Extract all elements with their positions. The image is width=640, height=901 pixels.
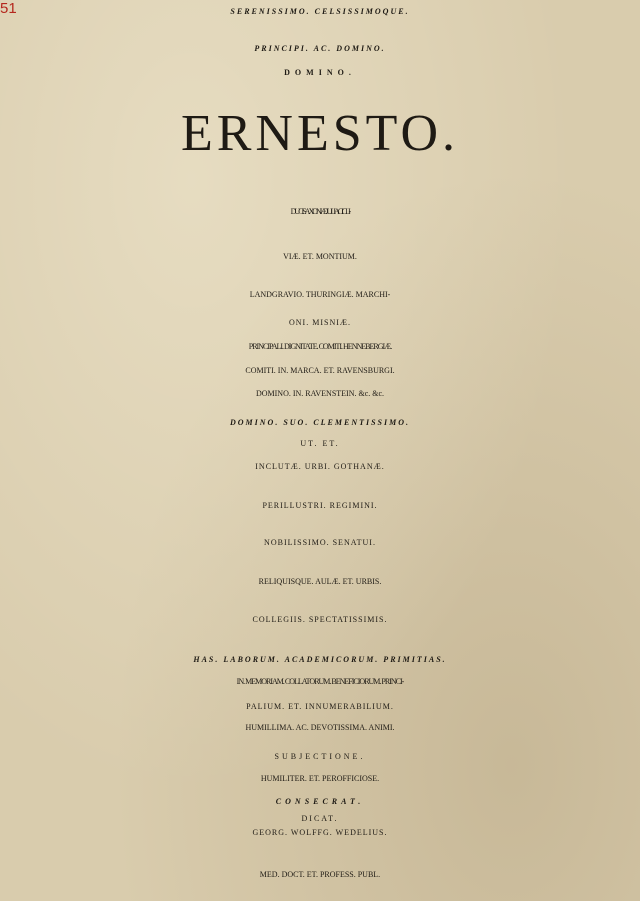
line-principali: PRINCIPALI. DIGNITATE. COMITI. HENNEBERGIÆ. xyxy=(248,342,392,351)
line-humiliter: HUMILITER. ET. PEROFFICIOSE. xyxy=(260,774,380,783)
line-palium: PALIUM. ET. INNUMERABILIUM. xyxy=(246,702,394,711)
line-ravenstein: DOMINO. IN. RAVENSTEIN. &c. &c. xyxy=(255,389,385,398)
line-duci-saxoniae: DUCI. SAXONIÆ. JULIACI. CLI- xyxy=(290,207,350,216)
line-domino-suo: DOMINO. SUO. CLEMENTISSIMO. xyxy=(229,418,411,427)
line-domino-1: DOMINO. xyxy=(284,68,356,77)
page-number-mark: 51 xyxy=(0,0,17,17)
line-principi: PRINCIPI. AC. DOMINO. xyxy=(254,44,386,53)
line-viae-montium: VIÆ. ET. MONTIUM. xyxy=(283,252,357,261)
line-oni-misniae: ONI. MISNIÆ. xyxy=(289,318,351,327)
line-serenissimo: SERENISSIMO. CELSISSIMOQUE. xyxy=(230,7,410,16)
line-has-laborum: HAS. LABORUM. ACADEMICORUM. PRIMITIAS. xyxy=(193,655,447,664)
line-reliquisque: RELIQUISQUE. AULÆ. ET. URBIS. xyxy=(258,577,382,586)
line-ernesto: ERNESTO. xyxy=(180,105,460,162)
line-inclutae: INCLUTÆ. URBI. GOTHANÆ. xyxy=(255,462,385,471)
line-nobilissimo: NOBILISSIMO. SENATUI. xyxy=(264,538,376,547)
line-subjectione: SUBJECTIONE. xyxy=(274,752,366,761)
line-perillustri: PERILLUSTRI. REGIMINI. xyxy=(262,501,378,510)
line-comiti-marca: COMITI. IN. MARCA. ET. RAVENSBURGI. xyxy=(245,366,395,375)
line-author: GEORG. WOLFFG. WEDELIUS. xyxy=(252,828,388,837)
line-collegiis: COLLEGIIS. SPECTATISSIMIS. xyxy=(252,615,388,624)
line-landgravio: LANDGRAVIO. THURINGIÆ. MARCHI- xyxy=(249,290,391,299)
line-in-memoriam: IN. MEMORIAM. COLLATORUM. BENEFICIORUM. PRINCI- xyxy=(236,677,404,686)
line-humillima: HUMILLIMA. AC. DEVOTISSIMA. ANIMI. xyxy=(245,723,395,732)
line-dicat: DICAT. xyxy=(301,814,339,823)
line-author-title: MED. DOCT. ET. PROFESS. PUBL. xyxy=(259,870,381,879)
line-consecrat: CONSECRAT. xyxy=(275,797,365,806)
line-ut-et: UT. ET. xyxy=(300,439,340,448)
